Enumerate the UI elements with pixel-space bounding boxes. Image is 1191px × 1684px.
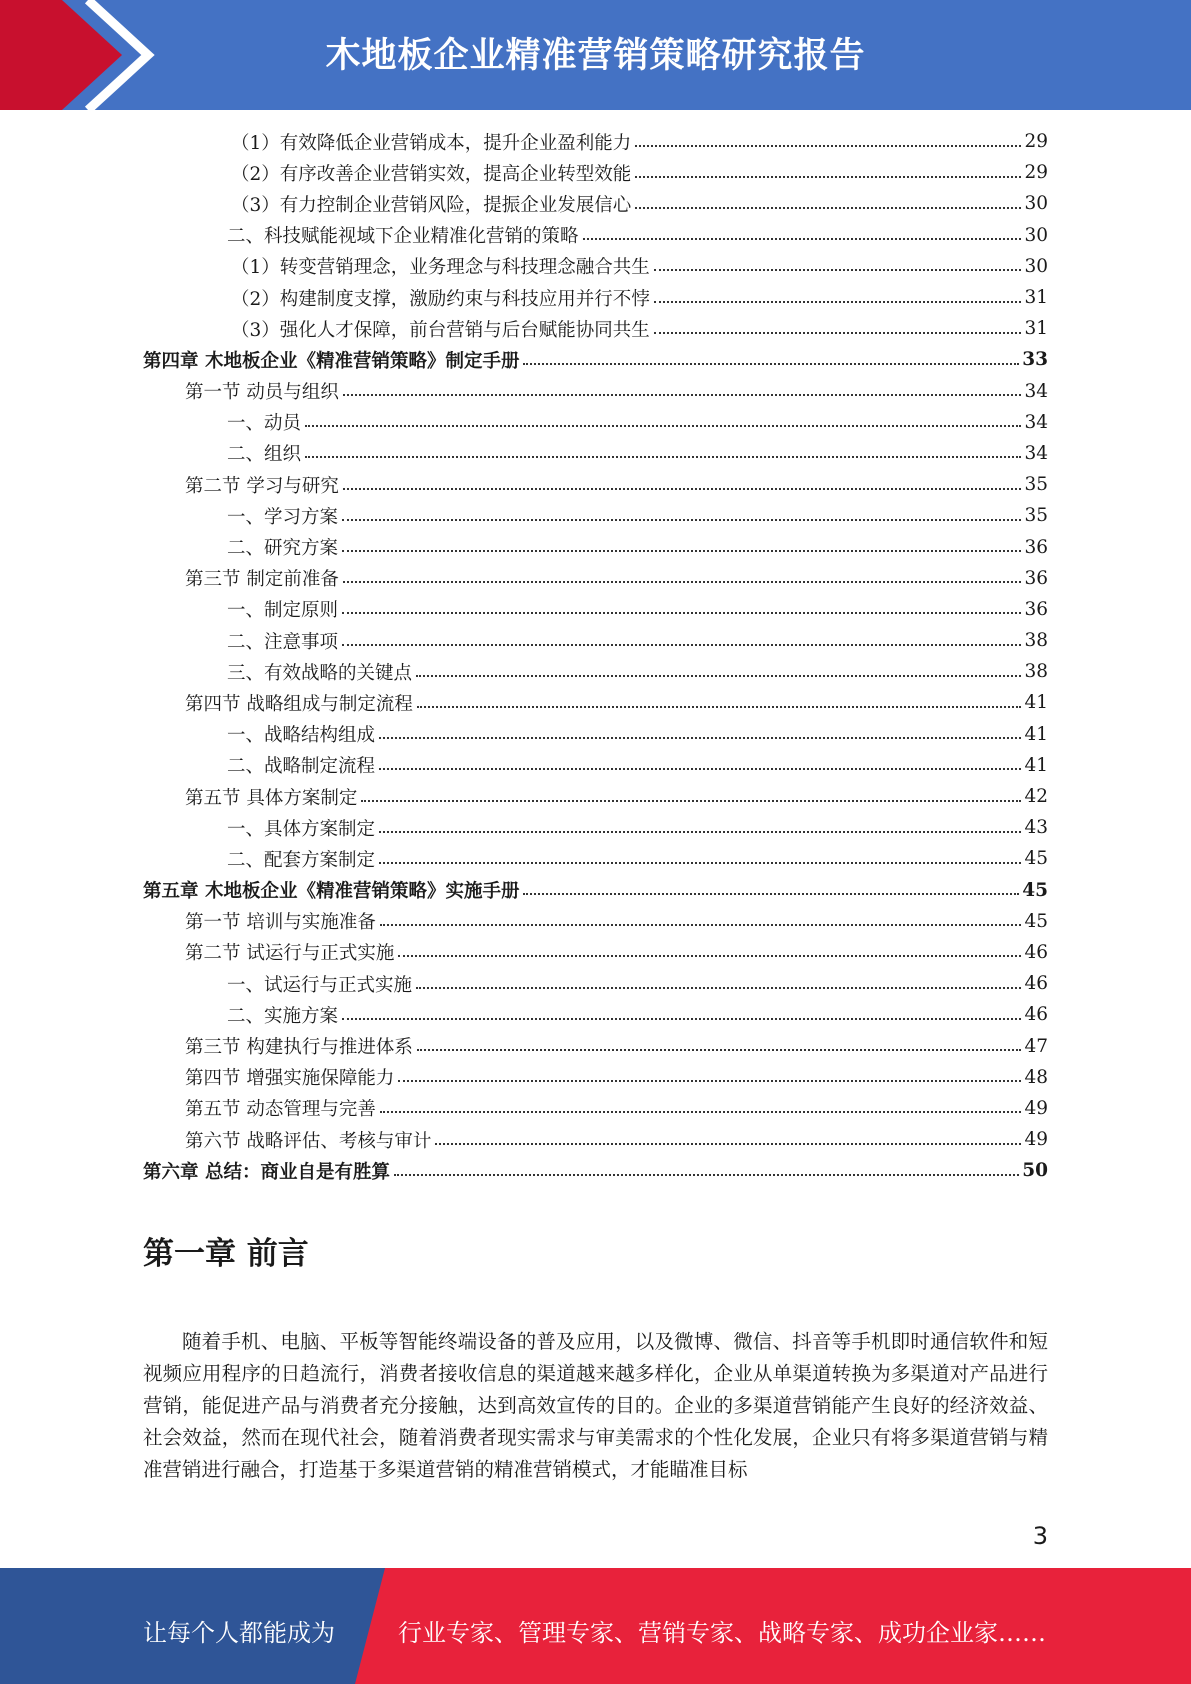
- toc-entry-title: （3）强化人才保障，前台营销与后台赋能协同共生: [231, 319, 650, 341]
- toc-entry[interactable]: [143, 282, 1048, 313]
- toc-entry[interactable]: [143, 376, 1048, 407]
- toc-entry-title: 二、配套方案制定: [227, 849, 376, 871]
- toc-entry-page: 42: [1024, 786, 1048, 808]
- toc-entry[interactable]: [143, 126, 1048, 157]
- toc-entry-title: 一、试运行与正式实施: [227, 974, 413, 996]
- toc-entry-page: 49: [1024, 1097, 1048, 1119]
- toc-leader-dots: [417, 1049, 1022, 1051]
- toc-leader-dots: [379, 737, 1021, 739]
- toc-entry[interactable]: [143, 1062, 1048, 1093]
- page-number: 3: [1032, 1522, 1048, 1550]
- toc-entry-page: 36: [1024, 567, 1048, 589]
- body-paragraph: 随着手机、电脑、平板等智能终端设备的普及应用，以及微博、微信、抖音等手机即时通信软件和短视频应用程序的日趋流行，消费者接收信息的渠道越来越多样化，企业从单渠道转换为多渠道对产品进行营销，能促进产品与消费者充分接触，达到高效宣传的目的。企业的多渠道营销能产生良好的经济效益、社会效益，然而在现代社会，随着消费者现实需求与审美需求的个性化发展，企业只有将多渠道营销与精准营销进行融合，打造基于多渠道营销的精准营销模式，才能瞄准目标: [143, 1330, 1048, 1481]
- toc-entry-title: 一、动员: [227, 413, 302, 435]
- toc-entry[interactable]: [143, 251, 1048, 282]
- toc-entry-page: 29: [1024, 131, 1048, 153]
- toc-entry[interactable]: [143, 1124, 1048, 1155]
- toc-entry-page: 49: [1024, 1129, 1048, 1151]
- chapter-heading: 第一章 前言: [143, 1236, 309, 1272]
- toc-entry[interactable]: [143, 937, 1048, 968]
- toc-leader-dots: [635, 145, 1021, 147]
- toc-entry[interactable]: [143, 812, 1048, 843]
- toc-leader-dots: [435, 1143, 1021, 1145]
- toc-leader-dots: [523, 363, 1019, 365]
- toc-entry-title: （2）有序改善企业营销实效，提高企业转型效能: [231, 163, 632, 185]
- toc-entry[interactable]: [143, 875, 1048, 906]
- toc-entry[interactable]: [143, 656, 1048, 687]
- toc-entry-page: 38: [1024, 630, 1048, 652]
- page-footer-banner: [0, 1568, 1191, 1684]
- toc-leader-dots: [416, 675, 1021, 677]
- toc-entry-title: 第三节 制定前准备: [185, 569, 339, 591]
- toc-entry-page: 50: [1022, 1160, 1048, 1182]
- footer-slogan-left: 让每个人都能成为: [143, 1619, 335, 1647]
- toc-entry[interactable]: [143, 1093, 1048, 1124]
- toc-entry-title: （2）构建制度支撑，激励约束与科技应用并行不悖: [231, 288, 650, 310]
- toc-entry-title: 第五章 木地板企业《精准营销策略》实施手册: [143, 881, 520, 903]
- toc-leader-dots: [635, 176, 1021, 178]
- toc-entry-page: 35: [1024, 505, 1048, 527]
- toc-entry[interactable]: [143, 906, 1048, 937]
- toc-entry-page: 30: [1024, 193, 1048, 215]
- toc-entry-title: 第五节 动态管理与完善: [185, 1099, 376, 1121]
- toc-entry[interactable]: [143, 781, 1048, 812]
- toc-leader-dots: [305, 456, 1021, 458]
- toc-leader-dots: [654, 269, 1022, 271]
- toc-leader-dots: [379, 768, 1021, 770]
- toc-entry[interactable]: [143, 220, 1048, 251]
- toc-entry-title: （1）转变营销理念，业务理念与科技理念融合共生: [231, 257, 650, 279]
- toc-entry-title: 二、实施方案: [227, 1005, 339, 1027]
- toc-entry-title: 二、研究方案: [227, 538, 339, 560]
- toc-entry-page: 41: [1024, 754, 1048, 776]
- toc-entry-page: 34: [1024, 442, 1048, 464]
- toc-leader-dots: [394, 1174, 1019, 1176]
- toc-entry-title: 一、制定原则: [227, 600, 339, 622]
- toc-entry-page: 45: [1022, 879, 1048, 901]
- toc-leader-dots: [398, 955, 1021, 957]
- toc-leader-dots: [635, 207, 1021, 209]
- toc-entry[interactable]: [143, 188, 1048, 219]
- toc-leader-dots: [654, 332, 1022, 334]
- toc-entry-page: 47: [1024, 1035, 1048, 1057]
- toc-entry[interactable]: [143, 1030, 1048, 1061]
- toc-entry[interactable]: [143, 469, 1048, 500]
- toc-entry-title: 第一节 培训与实施准备: [185, 912, 376, 934]
- toc-entry-page: 31: [1024, 287, 1048, 309]
- toc-leader-dots: [416, 987, 1021, 989]
- toc-leader-dots: [342, 644, 1021, 646]
- toc-entry[interactable]: [143, 157, 1048, 188]
- toc-entry-page: 31: [1024, 318, 1048, 340]
- toc-entry-page: 35: [1024, 474, 1048, 496]
- toc-entry-page: 36: [1024, 598, 1048, 620]
- footer-slogan-right: 行业专家、管理专家、营销专家、战略专家、成功企业家……: [398, 1619, 1046, 1647]
- toc-entry-page: 45: [1024, 848, 1048, 870]
- toc-entry[interactable]: [143, 750, 1048, 781]
- toc-leader-dots: [398, 1080, 1021, 1082]
- toc-leader-dots: [379, 862, 1021, 864]
- toc-leader-dots: [361, 800, 1021, 802]
- toc-leader-dots: [417, 706, 1022, 708]
- toc-entry[interactable]: [143, 438, 1048, 469]
- toc-entry-page: 45: [1024, 910, 1048, 932]
- toc-entry-title: 二、战略制定流程: [227, 756, 376, 778]
- toc-entry-title: 第二节 学习与研究: [185, 475, 339, 497]
- toc-entry-title: （3）有力控制企业营销风险，提振企业发展信心: [231, 194, 632, 216]
- toc-leader-dots: [342, 1018, 1021, 1020]
- toc-entry-title: 第三节 构建执行与推进体系: [185, 1037, 413, 1059]
- toc-entry-title: 第四章 木地板企业《精准营销策略》制定手册: [143, 350, 520, 372]
- toc-entry-title: 二、组织: [227, 444, 302, 466]
- toc-leader-dots: [342, 612, 1021, 614]
- toc-entry-page: 46: [1024, 1004, 1048, 1026]
- toc-entry-title: 第一节 动员与组织: [185, 382, 339, 404]
- toc-entry-page: 36: [1024, 536, 1048, 558]
- toc-entry-title: （1）有效降低企业营销成本，提升企业盈利能力: [231, 132, 632, 154]
- toc-leader-dots: [343, 394, 1022, 396]
- toc-entry-title: 第四节 增强实施保障能力: [185, 1068, 395, 1090]
- toc-entry[interactable]: [143, 843, 1048, 874]
- toc-entry-title: 二、科技赋能视域下企业精准化营销的策略: [227, 226, 579, 248]
- toc-entry-page: 48: [1024, 1066, 1048, 1088]
- toc-entry[interactable]: [143, 999, 1048, 1030]
- toc-entry[interactable]: [143, 344, 1048, 375]
- table-of-contents: [143, 126, 1048, 1186]
- toc-entry[interactable]: [143, 531, 1048, 562]
- toc-leader-dots: [379, 831, 1021, 833]
- toc-entry[interactable]: [143, 719, 1048, 750]
- toc-leader-dots: [343, 488, 1022, 490]
- toc-entry-title: 二、注意事项: [227, 631, 339, 653]
- toc-entry-title: 第四节 战略组成与制定流程: [185, 693, 413, 715]
- toc-entry-page: 30: [1024, 224, 1048, 246]
- toc-leader-dots: [380, 924, 1022, 926]
- toc-entry[interactable]: [143, 594, 1048, 625]
- toc-entry-title: 一、学习方案: [227, 506, 339, 528]
- toc-leader-dots: [380, 1111, 1022, 1113]
- toc-entry-page: 43: [1024, 817, 1048, 839]
- toc-leader-dots: [523, 893, 1019, 895]
- toc-entry[interactable]: [143, 1155, 1048, 1186]
- toc-entry-page: 34: [1024, 380, 1048, 402]
- toc-entry[interactable]: [143, 625, 1048, 656]
- toc-entry-page: 38: [1024, 661, 1048, 683]
- toc-entry-page: 30: [1024, 255, 1048, 277]
- toc-leader-dots: [654, 301, 1022, 303]
- toc-entry[interactable]: [143, 407, 1048, 438]
- toc-entry-page: 34: [1024, 411, 1048, 433]
- toc-entry[interactable]: [143, 500, 1048, 531]
- report-title: 木地板企业精准营销策略研究报告: [325, 36, 866, 76]
- toc-entry-title: 第二节 试运行与正式实施: [185, 943, 395, 965]
- toc-entry-page: 41: [1024, 723, 1048, 745]
- toc-entry-title: 第五节 具体方案制定: [185, 787, 358, 809]
- page-header-banner: [0, 0, 1191, 110]
- toc-leader-dots: [342, 550, 1021, 552]
- toc-leader-dots: [342, 519, 1021, 521]
- toc-leader-dots: [343, 581, 1022, 583]
- toc-leader-dots: [305, 425, 1021, 427]
- toc-entry[interactable]: [143, 968, 1048, 999]
- toc-entry-title: 一、具体方案制定: [227, 818, 376, 840]
- toc-entry-page: 46: [1024, 973, 1048, 995]
- toc-entry-page: 33: [1022, 349, 1048, 371]
- toc-entry-title: 第六章 总结：商业自是有胜算: [143, 1161, 390, 1183]
- toc-entry-title: 三、有效战略的关键点: [227, 662, 413, 684]
- toc-entry-title: 一、战略结构组成: [227, 725, 376, 747]
- toc-entry-page: 46: [1024, 941, 1048, 963]
- toc-entry[interactable]: [143, 687, 1048, 718]
- toc-leader-dots: [583, 238, 1022, 240]
- toc-entry[interactable]: [143, 313, 1048, 344]
- toc-entry[interactable]: [143, 563, 1048, 594]
- toc-entry-page: 41: [1024, 692, 1048, 714]
- toc-entry-page: 29: [1024, 162, 1048, 184]
- toc-entry-title: 第六节 战略评估、考核与审计: [185, 1130, 432, 1152]
